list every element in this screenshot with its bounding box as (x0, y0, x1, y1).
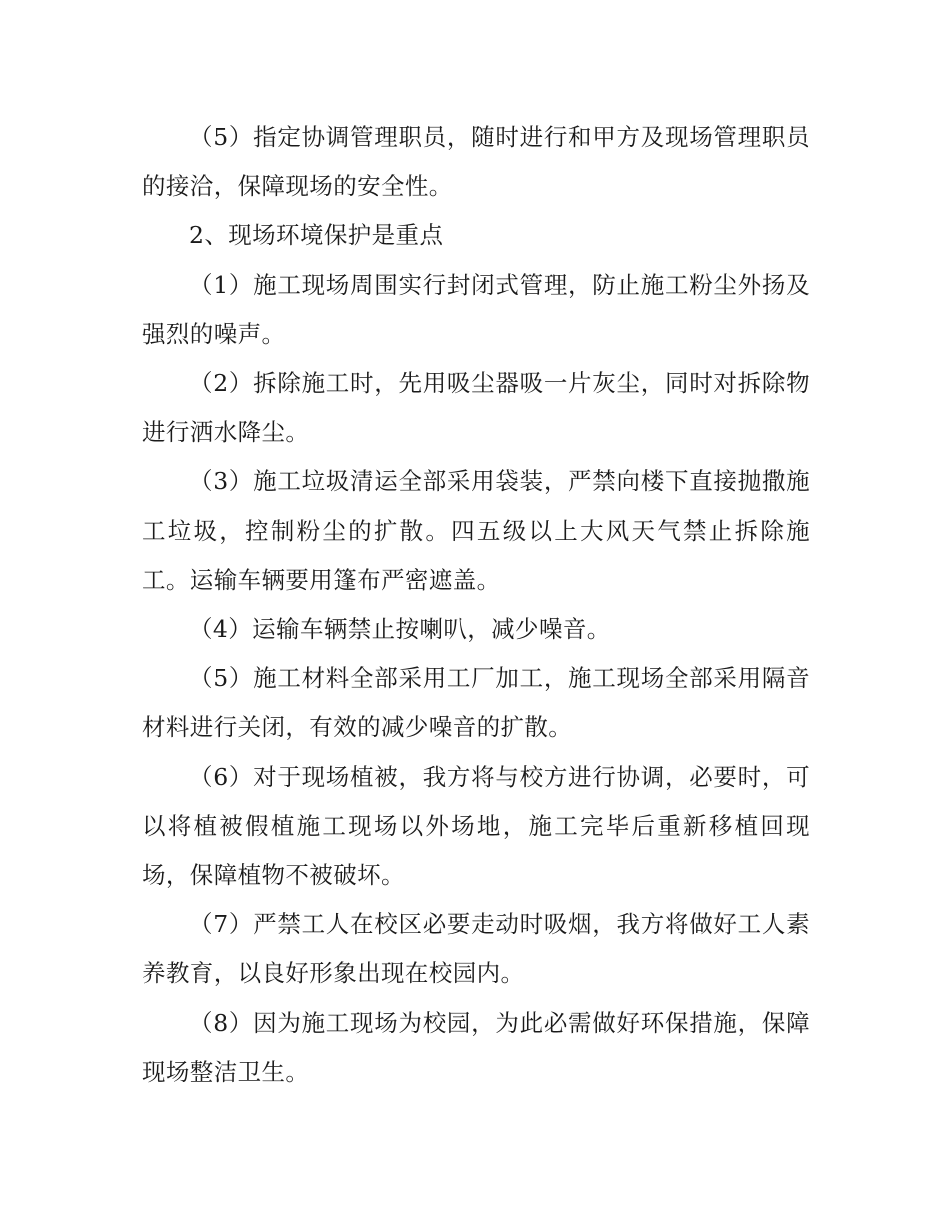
paragraph-demolition-dust: （2）拆除施工时，先用吸尘器吸一片灰尘，同时对拆除物进行洒水降尘。 (142, 369, 810, 447)
paragraph-vegetation: （6）对于现场植被，我方将与校方进行协调，必要时，可以将植被假植施工现场以外场地，施工完毕后重新移植回现场，保障植物不被破坏。 (142, 762, 810, 890)
paragraph-campus-cleanliness: （8）因为施工现场为校园，为此必需做好环保措施，保障现场整洁卫生。 (142, 1008, 810, 1086)
document-body (142, 113, 810, 1097)
paragraph-closed-management: （1）施工现场周围实行封闭式管理，防止施工粉尘外扬及强烈的噪声。 (142, 270, 810, 348)
paragraph-no-horn: （4）运输车辆禁止按喇叭，减少噪音。 (189, 615, 611, 644)
paragraph-waste-removal: （3）施工垃圾清运全部采用袋装，严禁向楼下直接抛撒施工垃圾，控制粉尘的扩散。四五级以上大风天气禁止拆除施工。运输车辆要用篷布严密遮盖。 (142, 467, 810, 594)
section-heading-environment-protection: 2、现场环境保护是重点 (189, 221, 444, 250)
paragraph-coordination-staff: （5）指定协调管理职员，随时进行和甲方及现场管理职员的接洽，保障现场的安全性。 (142, 123, 810, 201)
paragraph-factory-materials: （5）施工材料全部采用工厂加工，施工现场全部采用隔音材料进行关闭，有效的减少噪音的扩散。 (142, 664, 810, 742)
paragraph-no-smoking: （7）严禁工人在校区必要走动时吸烟，我方将做好工人素养教育，以良好形象出现在校园内。 (142, 910, 810, 988)
